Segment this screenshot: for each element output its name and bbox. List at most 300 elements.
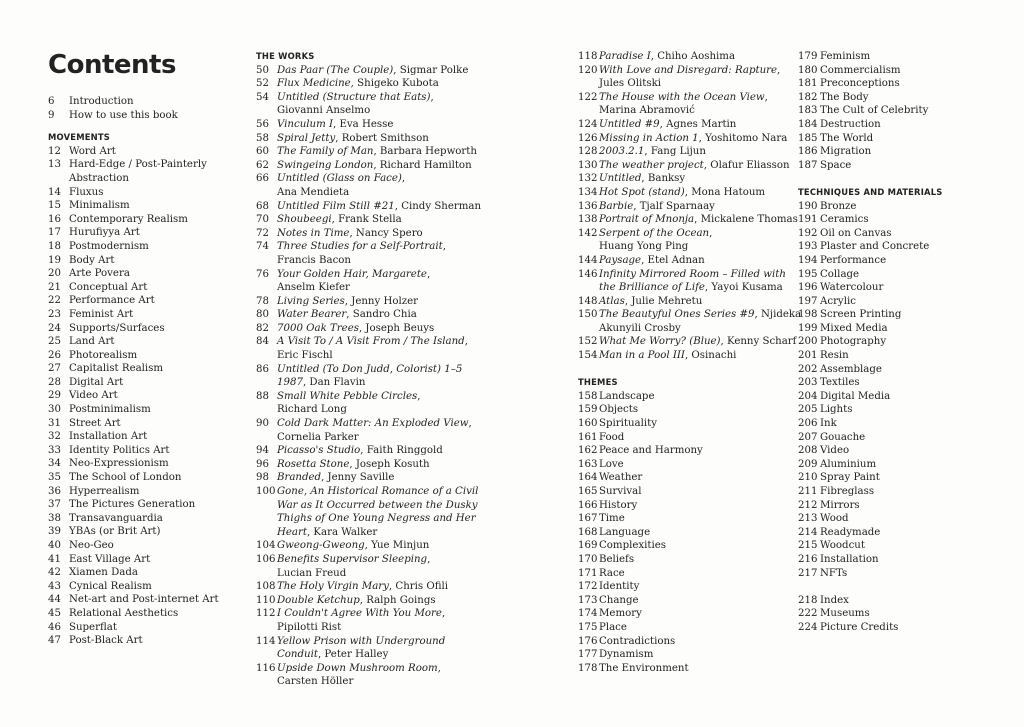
entry-line (599, 91, 801, 105)
page-number: 201 (798, 350, 818, 362)
artist-name: Lucian Freud (277, 567, 347, 579)
page-number: 35 (48, 472, 61, 484)
page-number: 47 (48, 635, 61, 647)
toc-entry (798, 403, 942, 417)
page-number: 36 (48, 485, 61, 497)
entry-title (277, 390, 481, 417)
entry-title: Supports/Surfaces (69, 322, 165, 334)
entry-title (277, 132, 481, 146)
works-list-part-1 (256, 64, 481, 689)
entry-title: Oil on Canvas (820, 227, 892, 239)
toc-entry (798, 268, 942, 282)
toc-entry (578, 390, 801, 404)
page-number: 104 (256, 540, 276, 552)
toc-entry (578, 295, 801, 309)
entry-line (277, 132, 481, 146)
toc-entry (578, 607, 801, 621)
entry-line (277, 580, 481, 594)
page-number: 215 (798, 540, 818, 552)
page-number: 46 (48, 621, 61, 633)
work-title: A Visit To / A Visit From / The Island (277, 336, 465, 348)
entry-line (277, 539, 481, 553)
entry-title: Fibreglass (820, 486, 875, 497)
toc-entry (578, 403, 801, 417)
entry-title: Conceptual Art (69, 281, 148, 293)
work-title: With Love and Disregard: Rapture (599, 64, 778, 76)
entry-line (277, 335, 481, 349)
page-number: 182 (798, 91, 818, 103)
toc-entry (256, 417, 481, 444)
entry-title: Aluminium (820, 458, 877, 470)
entry-line (277, 268, 481, 282)
entry-line (277, 104, 481, 118)
entry-title: Feminist Art (69, 308, 134, 320)
toc-entry (256, 635, 481, 662)
work-title: Picasso's Studio (277, 445, 361, 457)
page-number: 190 (798, 200, 818, 212)
page-number: 118 (578, 51, 598, 62)
toc-entry (48, 444, 219, 458)
entry-title: Language (599, 526, 651, 538)
page-number: 212 (798, 499, 818, 511)
artist-name: , Njideka (754, 309, 802, 321)
page-number: 126 (578, 132, 598, 144)
entry-title: Land Art (69, 336, 115, 348)
contents-column-1 (48, 95, 219, 648)
page-number: 172 (578, 581, 598, 593)
entry-title: Identity (599, 581, 640, 593)
entry-title: Contemporary Realism (69, 213, 188, 225)
entry-title: Gouache (820, 431, 866, 443)
artist-name: , Osinachi (684, 350, 737, 362)
toc-entry (798, 458, 942, 472)
toc-entry (578, 512, 801, 526)
work-title: Untitled Film Still #21 (277, 200, 395, 212)
toc-entry (256, 444, 481, 458)
page-number: 144 (578, 254, 598, 266)
page-number: 213 (798, 513, 818, 525)
toc-entry (48, 335, 219, 349)
section-heading-the-works: THE WORKS (256, 51, 315, 61)
toc-entry (256, 295, 481, 309)
toc-entry (48, 240, 219, 254)
artist-name: , Shigeko Kubota (350, 78, 439, 90)
page-number: 163 (578, 458, 598, 470)
entry-title (277, 607, 481, 634)
works-list-part-2 (578, 50, 801, 363)
entry-title: Spray Paint (820, 472, 880, 484)
entry-title (599, 50, 801, 64)
entry-title (277, 268, 481, 295)
entry-line (277, 607, 481, 621)
entry-title (277, 485, 481, 539)
page-number: 206 (798, 418, 818, 430)
work-title: Small White Pebble Circles (277, 390, 418, 402)
entry-line (599, 254, 801, 268)
page-number: 19 (48, 254, 61, 266)
toc-entry (578, 471, 801, 485)
entry-title: Superflat (69, 621, 117, 633)
entry-line (599, 64, 801, 78)
entry-line (277, 403, 481, 417)
entry-title: Neo-Geo (69, 540, 114, 551)
page-number: 202 (798, 363, 818, 375)
toc-entry (48, 539, 219, 553)
page-number: 9 (48, 109, 55, 121)
page-number: 138 (578, 214, 598, 226)
artist-name: Marina Abramović (599, 105, 695, 117)
page-number: 197 (798, 295, 818, 307)
page-number: 150 (578, 309, 598, 321)
entry-title (599, 91, 801, 118)
entry-line (599, 200, 801, 214)
entry-line (277, 281, 481, 295)
work-title: Untitled (Structure that Eats) (277, 91, 431, 103)
toc-entry (48, 186, 219, 200)
page-number: 33 (48, 444, 61, 456)
page-number: 23 (48, 308, 61, 320)
page-number: 34 (48, 458, 61, 470)
artist-name: , Joseph Kosuth (349, 458, 430, 470)
entry-title: Contradictions (599, 635, 676, 647)
work-title: Paysage (599, 254, 642, 266)
page-number: 31 (48, 417, 61, 429)
work-title: The House with the Ocean View (599, 91, 765, 103)
toc-entry (256, 240, 481, 267)
page-number: 90 (256, 418, 269, 430)
entry-line (599, 281, 801, 295)
entry-title (599, 227, 801, 254)
toc-entry (48, 158, 219, 185)
entry-title: Identity Politics Art (69, 444, 170, 456)
entry-title: Bronze (820, 200, 857, 212)
toc-entry (256, 268, 481, 295)
page-number: 28 (48, 376, 61, 388)
entry-title: Readymade (820, 526, 881, 538)
entry-title: Arte Povera (69, 268, 130, 280)
page-number: 6 (48, 96, 55, 107)
work-title: Upside Down Mushroom Room (277, 662, 438, 674)
toc-entry (578, 594, 801, 608)
work-title: Rosetta Stone (277, 458, 350, 470)
work-title: 1987 (277, 377, 303, 389)
entry-title: Ink (820, 418, 837, 430)
toc-entry (578, 172, 801, 186)
artist-name: , (401, 173, 406, 185)
work-title: Conduit (277, 649, 318, 661)
entry-title: Destruction (820, 118, 881, 130)
artist-name: , Kara Walker (306, 526, 378, 538)
entry-line (277, 471, 481, 485)
toc-entry (256, 322, 481, 336)
artist-name: , Richard Hamilton (373, 159, 472, 171)
work-title: Untitled #9 (599, 118, 660, 130)
page-number: 120 (578, 64, 598, 76)
entry-title: The Cult of Celebrity (820, 105, 929, 117)
page-number: 72 (256, 227, 269, 239)
entry-title: Word Art (69, 145, 116, 157)
artist-name: , Etel Adnan (641, 254, 705, 266)
page-number: 134 (578, 186, 598, 198)
toc-entry (578, 580, 801, 594)
entry-line (277, 512, 481, 526)
contents-column-4 (798, 50, 942, 635)
work-title: Spiral Jetty (277, 132, 336, 144)
entry-line (599, 172, 801, 186)
work-title: The Holy Virgin Mary (277, 581, 389, 593)
entry-line (277, 621, 481, 635)
entry-line (277, 295, 481, 309)
entry-title: Lights (820, 404, 853, 416)
toc-entry (578, 186, 801, 200)
page-number: 20 (48, 268, 61, 280)
entry-line (599, 77, 801, 91)
artist-name: , Jenny Saville (321, 472, 395, 484)
back-matter-list (798, 594, 942, 635)
entry-title (277, 553, 481, 580)
toc-entry (578, 539, 801, 553)
entry-line (277, 227, 481, 241)
page-number: 152 (578, 336, 598, 348)
entry-title: Weather (599, 472, 643, 484)
work-title: Barbie (599, 200, 634, 212)
toc-entry (578, 308, 801, 335)
entry-title: Post-Black Art (69, 635, 143, 647)
page-number: 52 (256, 78, 269, 90)
entry-line (277, 526, 481, 540)
toc-entry (798, 499, 942, 513)
entry-title: Woodcut (820, 540, 865, 552)
page-number: 167 (578, 513, 598, 525)
page-number: 40 (48, 540, 61, 551)
themes-list-continued (798, 50, 942, 172)
entry-title: Feminism (820, 51, 871, 62)
entry-line (277, 417, 481, 431)
work-title: Branded (277, 472, 322, 484)
page-number: 224 (798, 621, 818, 633)
entry-title: Picture Credits (820, 621, 899, 633)
entry-title: History (599, 499, 638, 511)
front-matter-list (48, 95, 219, 122)
contents-column-3 (578, 50, 801, 675)
page-number: 82 (256, 322, 269, 334)
page-number: 178 (578, 662, 598, 674)
entry-title (599, 349, 801, 363)
artist-name: , Julie Mehretu (624, 295, 703, 307)
page-number: 94 (256, 445, 269, 457)
entry-title: Plaster and Concrete (820, 241, 930, 253)
toc-entry (798, 594, 942, 608)
work-title: Vinculum I (277, 118, 334, 130)
page-number: 200 (798, 336, 818, 348)
toc-entry (798, 376, 942, 390)
section-heading-techniques-and-materials: TECHNIQUES AND MATERIALS (798, 186, 943, 197)
artist-name: , (442, 241, 446, 253)
artist-name: , Peter Halley (317, 649, 389, 661)
entry-title: Xiamen Dada (69, 567, 138, 579)
toc-entry (798, 118, 942, 132)
page-number: 96 (256, 458, 269, 470)
toc-entry (48, 430, 219, 444)
entry-title (277, 458, 481, 472)
page-number: 159 (578, 404, 598, 416)
entry-line (277, 363, 481, 377)
toc-entry (578, 118, 801, 132)
toc-entry (48, 553, 219, 567)
artist-name: , (417, 390, 421, 402)
page-number: 222 (798, 608, 818, 620)
entry-title: Photorealism (69, 349, 138, 361)
toc-entry (48, 471, 219, 485)
toc-entry (798, 431, 942, 445)
toc-entry (578, 621, 801, 635)
toc-entry (798, 91, 942, 105)
toc-entry (578, 335, 801, 349)
page-number: 14 (48, 186, 61, 198)
toc-entry (48, 308, 219, 322)
artist-name: , Cindy Sherman (394, 200, 482, 212)
page-number: 45 (48, 607, 61, 619)
work-title: The weather project (599, 159, 704, 171)
toc-entry (798, 159, 942, 173)
page-number: 130 (578, 159, 598, 171)
entry-title: Ceramics (820, 214, 869, 226)
entry-title (277, 159, 481, 173)
artist-name: Giovanni Anselmo (277, 105, 371, 117)
toc-entry (578, 268, 801, 295)
entry-title: East Village Art (69, 553, 151, 565)
page-number: 62 (256, 159, 269, 171)
entry-title: Commercialism (820, 64, 901, 76)
artist-name: , Yayoi Kusama (704, 282, 783, 294)
toc-entry (256, 580, 481, 594)
artist-name: , Yoshitomo Nara (698, 132, 788, 144)
entry-title (277, 77, 481, 91)
artist-name: , Mona Hatoum (684, 186, 766, 198)
entry-title (599, 200, 801, 214)
toc-entry (798, 335, 942, 349)
entry-title: Installation Art (69, 431, 148, 443)
entry-title: Fluxus (69, 186, 104, 198)
entry-title: NFTs (820, 567, 848, 579)
entry-title: Video (820, 445, 850, 457)
artist-name: , Eva Hesse (333, 118, 394, 130)
page-number: 210 (798, 472, 818, 484)
page-number: 22 (48, 295, 61, 307)
page-number: 191 (798, 214, 818, 226)
toc-entry (48, 580, 219, 594)
entry-title (277, 322, 481, 336)
page-number: 162 (578, 445, 598, 457)
work-title: Swingeing London (277, 159, 374, 171)
toc-entry (798, 240, 942, 254)
toc-entry (48, 322, 219, 336)
section-heading-themes: THEMES (578, 377, 618, 388)
section-heading-movements: MOVEMENTS (48, 132, 111, 143)
toc-entry (798, 607, 942, 621)
entry-title: Spirituality (599, 418, 657, 430)
toc-entry (798, 471, 942, 485)
entry-line (277, 485, 481, 499)
entry-title: Installation (820, 553, 879, 565)
page-number: 158 (578, 390, 598, 402)
toc-entry (48, 621, 219, 635)
entry-title: Hyperrealism (69, 485, 140, 497)
toc-entry (256, 485, 481, 539)
page-number: 146 (578, 268, 598, 280)
artist-name: , (468, 418, 472, 430)
entry-title (277, 335, 481, 362)
page-number: 217 (798, 567, 818, 579)
toc-entry (256, 145, 481, 159)
entry-title (599, 213, 801, 227)
page-number: 160 (578, 418, 598, 430)
entry-title: Time (599, 513, 625, 525)
toc-entry (48, 525, 219, 539)
work-title: Thighs of One Young Negress and Her (277, 513, 476, 525)
toc-entry (256, 200, 481, 214)
entry-title: Neo-Expressionism (69, 458, 169, 470)
work-title: The Beautyful Ones Series #9 (599, 309, 755, 321)
toc-entry (798, 567, 942, 581)
work-title: Untitled (599, 173, 642, 185)
entry-line (277, 594, 481, 608)
page-number: 132 (578, 173, 598, 185)
toc-entry (48, 267, 219, 281)
toc-entry (256, 594, 481, 608)
toc-entry (48, 213, 219, 227)
page-number: 100 (256, 486, 276, 497)
entry-title (277, 662, 481, 689)
toc-entry (578, 50, 801, 64)
artist-name: , (709, 227, 713, 239)
toc-entry (256, 553, 481, 580)
toc-entry (256, 213, 481, 227)
work-title: Benefits Supervisor Sleeping (277, 553, 428, 565)
toc-entry (798, 64, 942, 78)
entry-title: Performance (820, 254, 887, 266)
toc-entry (798, 200, 942, 214)
toc-entry (256, 91, 481, 118)
page-number: 177 (578, 649, 598, 661)
entry-line (277, 499, 481, 513)
entry-title (277, 295, 481, 309)
entry-title: Resin (820, 350, 849, 362)
toc-entry (48, 254, 219, 268)
toc-entry (798, 322, 942, 336)
entry-title: The Body (820, 91, 869, 103)
toc-entry (578, 132, 801, 146)
toc-entry (256, 458, 481, 472)
entry-title (599, 64, 801, 91)
artist-name: , Banksy (641, 173, 686, 185)
entry-title: Video Art (69, 390, 118, 402)
work-title: Three Studies for a Self-Portrait (277, 241, 443, 253)
page-number: 112 (256, 608, 276, 620)
artist-name: Eric Fischl (277, 350, 333, 362)
toc-entry (798, 254, 942, 268)
toc-entry (256, 227, 481, 241)
toc-entry (48, 457, 219, 471)
page-number: 18 (48, 240, 61, 252)
toc-entry (48, 362, 219, 376)
entry-title (277, 444, 481, 458)
page-number: 21 (48, 281, 61, 293)
entry-line (599, 50, 801, 64)
page-number: 16 (48, 213, 61, 225)
entry-title (277, 594, 481, 608)
toc-entry (48, 109, 219, 123)
